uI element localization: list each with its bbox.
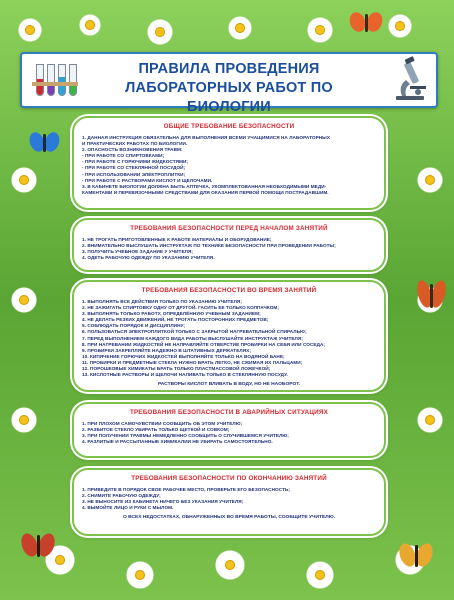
closing-note: РАСТВОРЫ КИСЛОТ ВЛИВАТЬ В ВОДУ, НО НЕ НАОБОРОТ. [157, 382, 301, 388]
daisy-icon [425, 175, 435, 185]
daisy-icon [85, 20, 95, 30]
rule-item: 3. НЕ ВЫНОСИТЕ ИЗ КАБИНЕТА НИЧЕГО БЕЗ УКАЗАНИЯ УЧИТЕЛЯ; [82, 499, 244, 505]
rules-list [82, 421, 376, 445]
butterfly-icon [400, 540, 434, 572]
daisy-icon [315, 25, 325, 35]
rule-item: 1. НЕ ТРОГАТЬ ПРИГОТОВЛЕННЫЕ К РАБОТЕ МАТЕРИАЛЫ И ОБОРУДОВАНИЕ; [82, 237, 272, 242]
section-during-work [72, 280, 386, 392]
title-line-1: ПРАВИЛА ПРОВЕДЕНИЯ [138, 61, 320, 77]
rules-list [82, 487, 376, 511]
daisy-icon [25, 25, 35, 35]
rule-item: 1. ПРИВЕДИТЕ В ПОРЯДОК СВОЕ РАБОЧЕЕ МЕСТО, ПРОВЕРЬТЕ ЕГО БЕЗОПАСНОСТЬ; [82, 487, 291, 492]
rule-item: 4. ОДЕТЬ РАБОЧУЮ ОДЕЖДУ ПО УКАЗАНИЮ УЧИТЕЛЯ. [82, 255, 215, 261]
rule-item: 10. КИПЯЧЕНИЕ ГОРЮЧИХ ЖИДКОСТЕЙ ВЫПОЛНЯЙТЕ ТОЛЬКО НА ВОДЯНОЙ БАНЕ; [82, 353, 285, 359]
daisy-icon [225, 560, 235, 570]
section-before-start [72, 218, 386, 272]
butterfly-icon [418, 278, 446, 314]
rule-item: И ПРАКТИЧЕСКИХ РАБОТАХ ПО БИОЛОГИИ. [82, 141, 188, 147]
rule-item: 4. НЕ ДЕЛАТЬ РЕЗКИХ ДВИЖЕНИЙ, НЕ ТРОГАТЬ ПОСТОРОННИХ ПРЕДМЕТОВ; [82, 317, 269, 323]
section-general [72, 116, 386, 210]
rule-item: 2. ВНИМАТЕЛЬНО ВЫСЛУШАТЬ ИНСТРУКТАЖ ПО ТЕХНИКЕ БЕЗОПАСНОСТИ ПРИ ПРОВЕДЕНИИ РАБОТЫ; [82, 243, 336, 249]
daisy-icon [425, 415, 435, 425]
rule-item: 7. ПЕРЕД ВЫПОЛНЕНИЕМ КАЖДОГО ВИДА РАБОТЫ ВЫСЛУШАЙТЕ ИНСТРУКТАЖ УЧИТЕЛЯ; [82, 335, 303, 341]
test-tubes-icon [30, 54, 80, 104]
rule-item: 13. КИСЛОТНЫЕ РАСТВОРЫ И ЩЕЛОЧИ НАЛИВАТЬ ТОЛЬКО В СТЕКЛЯННУЮ ПОСУДУ. [82, 372, 288, 378]
rule-item: 6. ПОЛЬЗОВАТЬСЯ ЭЛЕКТРОПЛИТКОЙ ТОЛЬКО С ЗАКРЫТОЙ НАГРЕВАТЕЛЬНОЙ СПИРАЛЬЮ; [82, 329, 307, 335]
page-title [96, 60, 362, 117]
butterfly-icon [22, 530, 56, 562]
rule-item: КАМЕНТАМИ И ПЕРЕВЯЗОЧНЫМИ СРЕДСТВАМИ ДЛЯ ОКАЗАНИЯ ПЕРВОЙ ПОМОЩИ ПОСТРАДАВШИМ. [82, 189, 329, 195]
closing-note: О ВСЕХ НЕДОСТАТКАХ, ОБНАРУЖЕННЫХ ВО ВРЕМЯ РАБОТЫ, СООБЩИТЕ УЧИТЕЛЮ. [122, 515, 336, 521]
section-title: ОБЩИЕ ТРЕБОВАНИЕ БЕЗОПАСНОСТИ [163, 123, 295, 130]
rule-item: 3. ПОЛУЧИТЬ УЧЕБНОЕ ЗАДАНИЕ У УЧИТЕЛЯ; [82, 249, 193, 255]
rule-item: 2. НЕ ЗАЖИГАТЬ СПИРТОВКУ ОДНУ ОТ ДРУГОЙ. ГАСИТЬ ЕЕ ТОЛЬКО КОЛПАЧКОМ; [82, 305, 279, 311]
daisy-icon [19, 415, 29, 425]
daisy-icon [55, 555, 65, 565]
rule-item: - ПРИ РАБОТЕ С РАСТВОРАМИ КИСЛОТ И ЩЕЛОЧАМИ. [82, 177, 213, 183]
rule-item: 2. РАЗБИТОЕ СТЕКЛО УБИРАТЬ ТОЛЬКО ЩЕТКОЙ И СОВКОМ; [82, 427, 230, 433]
daisy-icon [235, 23, 245, 33]
section-title: ТРЕБОВАНИЯ БЕЗОПАСНОСТИ В АВАРИЙНЫХ СИТУАЦИЯХ [129, 409, 328, 416]
rule-item: 11. ПРОБИРКИ И ПРЕДМЕТНЫЕ СТЕКЛА НУЖНО БРАТЬ ЛЕГКО, НЕ СЖИМАЯ ИХ ПАЛЬЦАМИ; [82, 359, 303, 365]
section-title: ТРЕБОВАНИЯ БЕЗОПАСНОСТИ ПЕРЕД НАЧАЛОМ ЗАНЯТИЙ [130, 225, 328, 232]
rule-item: - ПРИ ИСПОЛЬЗОВАНИИ ЭЛЕКТРОПЛИТКИ; [82, 171, 186, 177]
title-banner [20, 52, 438, 115]
rule-item: 9. ПРОБИРКИ ЗАКРЕПЛЯЙТЕ НАДЕЖНО В ШТАТИВНЫХ ДЕРЖАТЕЛЯХ; [82, 347, 251, 353]
section-emergency [72, 402, 386, 458]
section-title: ТРЕБОВАНИЯ БЕЗОПАСНОСТИ ВО ВРЕМЯ ЗАНЯТИЙ [141, 287, 317, 294]
rule-item: 4. РАЗЛИТЫЕ И РАССЫПАННЫЕ ХИМИКАЛИИ НЕ УБИРАТЬ САМОСТОЯТЕЛЬНО. [82, 439, 273, 445]
rules-list [82, 135, 376, 196]
rule-item: 2. СНИМИТЕ РАБОЧУЮ ОДЕЖДУ; [82, 493, 161, 499]
rule-item: - ПРИ РАБОТЕ С ГОРЮЧИМИ ЖИДКОСТЯМИ; [82, 159, 188, 165]
rules-list [82, 299, 376, 378]
rule-item: 2. ОПАСНОСТЬ ВОЗНИКНОВЕНИЯ ТРАВМ: [82, 147, 183, 153]
daisy-icon [395, 21, 405, 31]
rule-item: 1. ВЫПОЛНЯТЬ ВСЕ ДЕЙСТВИЯ ТОЛЬКО ПО УКАЗАНИЮ УЧИТЕЛЯ; [82, 299, 242, 304]
rule-item: 3. ВЫПОЛНЯТЬ ТОЛЬКО РАБОТУ, ОПРЕДЕЛЁННУЮ УЧЕБНЫМ ЗАДАНИЕМ; [82, 311, 261, 317]
rule-item: 12. ПОРОШКОВЫЕ ХИМИКАТЫ БРАТЬ ТОЛЬКО ПЛАСТМАССОВОЙ ЛОЖЕЧКОЙ; [82, 366, 271, 372]
daisy-icon [19, 175, 29, 185]
butterfly-icon [30, 128, 60, 158]
rules-list [82, 237, 376, 261]
rule-item: 4. ВЫМОЙТЕ ЛИЦО И РУКИ С МЫЛОМ. [82, 505, 174, 511]
title-line-2: ЛАБОРАТОРНЫХ РАБОТ ПО БИОЛОГИИ [125, 80, 333, 115]
section-title: ТРЕБОВАНИЯ БЕЗОПАСНОСТИ ПО ОКОНЧАНИЮ ЗАНЯТИЙ [131, 475, 327, 482]
rule-item: 3. В КАБИНЕТЕ БИОЛОГИИ ДОЛЖНА БЫТЬ АПТЕЧКА, УКОМПЛЕКТОВАННАЯ НЕОБХОДИМЫМИ МЕДИ- [82, 183, 327, 189]
rule-item: 3. ПРИ ПОЛУЧЕНИИ ТРАВМЫ НЕМЕДЛЕННО СООБЩИТЬ О СЛУЧИВШЕМСЯ УЧИТЕЛЮ; [82, 433, 289, 439]
daisy-icon [135, 570, 145, 580]
rule-item: 1. ДАННАЯ ИНСТРУКЦИЯ ОБЯЗАТЕЛЬНА ДЛЯ ВЫПОЛНЕНИЯ ВСЕМИ УЧАЩИМИСЯ НА ЛАБОРАТОРНЫХ [82, 135, 330, 140]
rule-item: - ПРИ РАБОТЕ СО СПИРТОВКАМИ; [82, 153, 165, 159]
daisy-icon [19, 295, 29, 305]
rule-item: - ПРИ РАБОТЕ СО СТЕКЛЯННОЙ ПОСУДОЙ; [82, 165, 186, 171]
rule-item: 1. ПРИ ПЛОХОМ САМОЧУВСТВИИ СООБЩИТЬ ОБ ЭТОМ УЧИТЕЛЮ; [82, 421, 243, 426]
daisy-icon [155, 27, 165, 37]
rule-item: 5. СОБЛЮДАТЬ ПОРЯДОК И ДИСЦИПЛИНУ; [82, 323, 185, 329]
rule-item: 8. ПРИ НАГРЕВАНИИ ЖИДКОСТЕЙ НЕ НАПРАВЛЯЙТЕ ОТВЕРСТИЕ ПРОБИРКИ НА СЕБЯ ИЛИ СОСЕДА; [82, 341, 326, 347]
butterfly-icon [350, 10, 384, 36]
section-after-work [72, 468, 386, 536]
daisy-icon [315, 570, 325, 580]
microscope-icon [388, 56, 432, 102]
